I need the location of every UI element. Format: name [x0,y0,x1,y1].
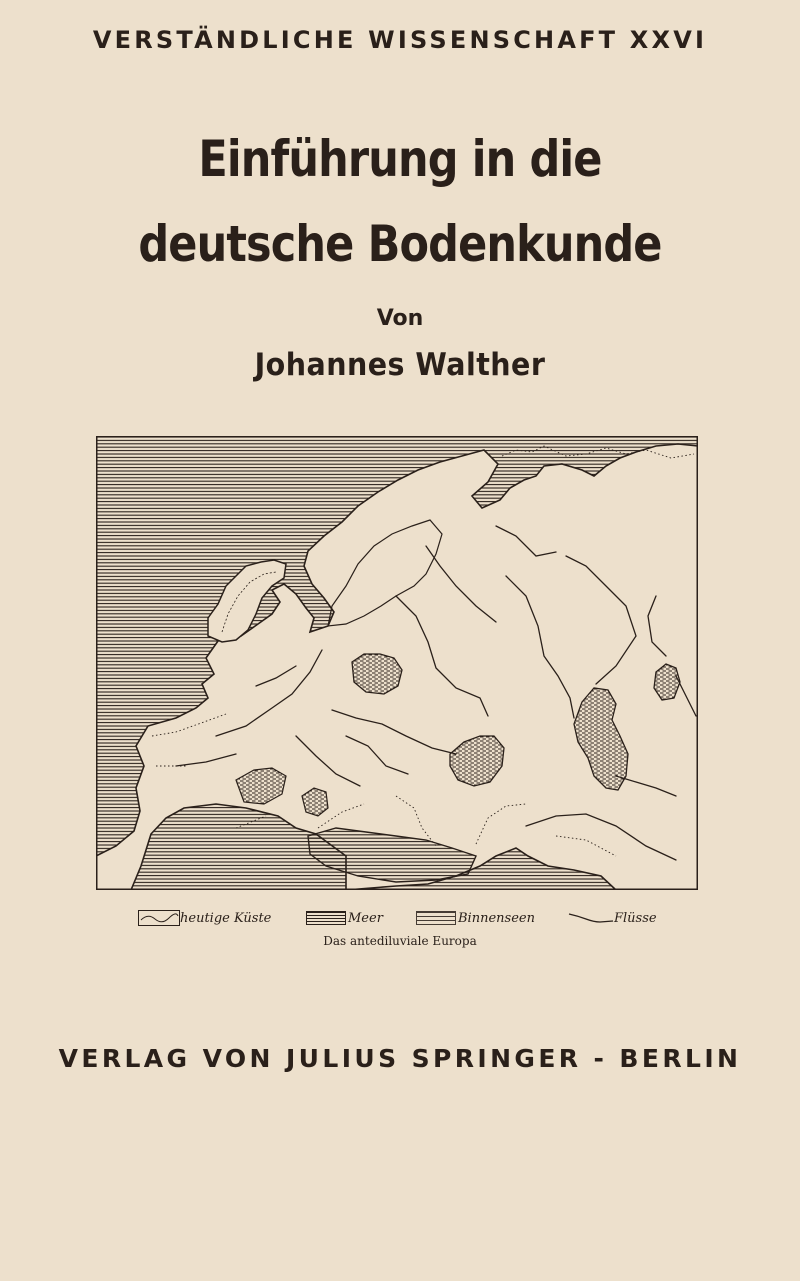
book-title-line-1: Einführung in die [198,130,602,188]
author-name: Johannes Walther [254,347,546,383]
legend-label-lakes: Binnenseen [458,910,535,926]
legend-label-sea: Meer [348,910,383,926]
legend-item-rivers [568,905,657,931]
legend-item-coast [138,905,271,931]
legend-label-coast: heutige Küste [180,910,272,926]
map-caption: Das antediluviale Europa [323,934,477,948]
publisher-line: VERLAG VON JULIUS SPRINGER - BERLIN [58,1044,742,1073]
map-legend [0,905,800,935]
legend-label-rivers: Flüsse [614,910,657,926]
sea-hatch-icon [306,911,346,925]
coast-symbol-icon [138,910,180,926]
river-line-icon [568,910,614,926]
series-title: VERSTÄNDLICHE WISSENSCHAFT XXVI [92,26,708,54]
book-title-line-2: deutsche Bodenkunde [138,215,662,273]
lake-hatch-icon [416,911,456,925]
by-label: Von [376,306,424,331]
legend-item-sea [306,905,383,931]
legend-item-lakes [416,905,535,931]
europe-map [96,436,698,890]
